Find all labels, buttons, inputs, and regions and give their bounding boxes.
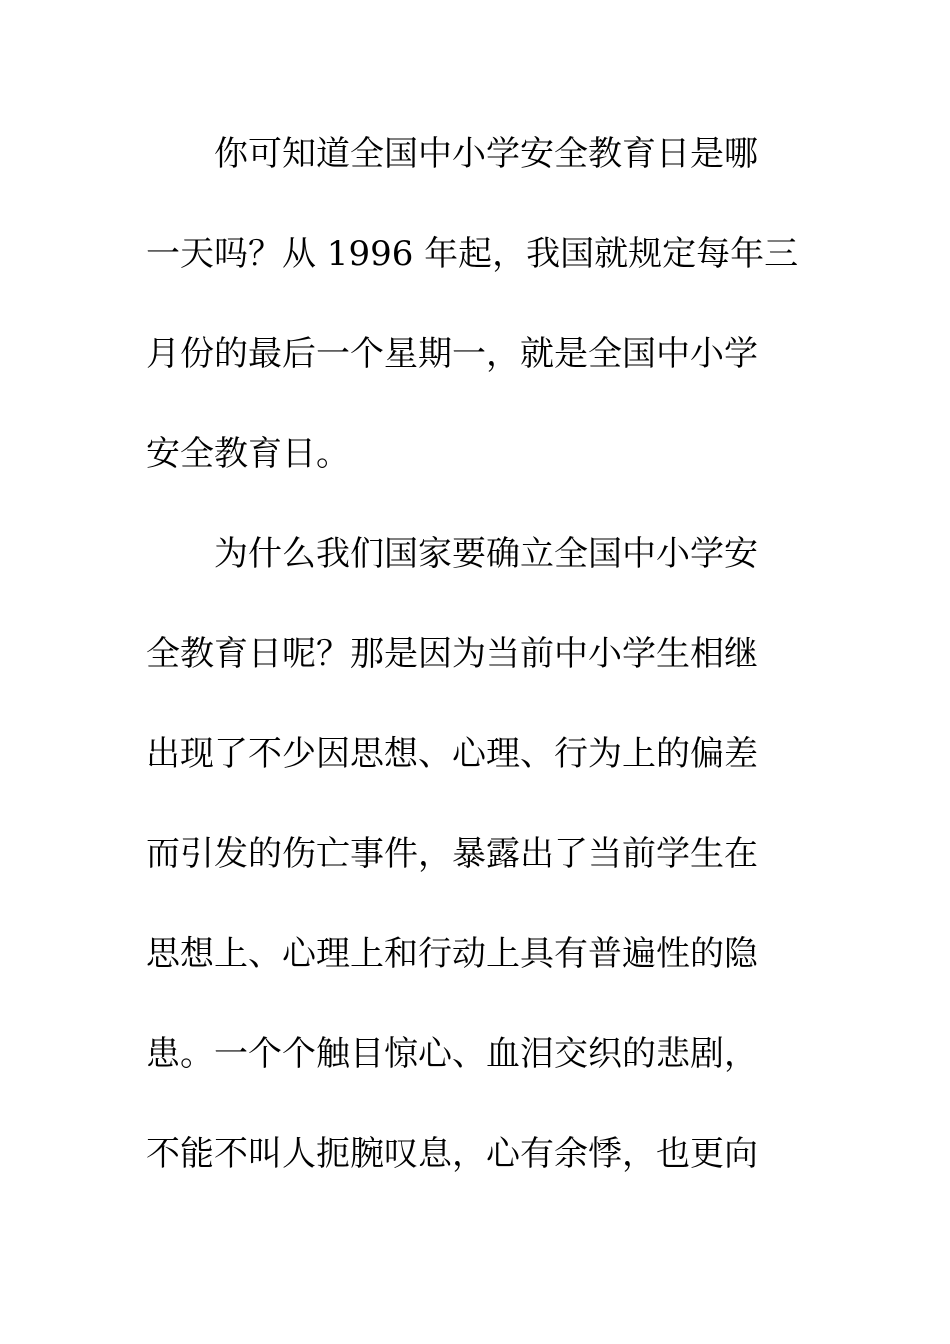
paragraph-1-line-2: 一天吗？从 1996 年起，我国就规定每年三	[146, 234, 799, 274]
paragraph-1-line-1: 你可知道全国中小学安全教育日是哪	[214, 134, 758, 174]
paragraph-2-line-6: 患。一个个触目惊心、血泪交织的悲剧，	[146, 1034, 758, 1074]
paragraph-2-line-3: 出现了不少因思想、心理、行为上的偏差	[146, 734, 758, 774]
paragraph-2-line-1: 为什么我们国家要确立全国中小学安	[214, 534, 758, 574]
paragraph-2-line-4: 而引发的伤亡事件，暴露出了当前学生在	[146, 834, 758, 874]
paragraph-1-line-3: 月份的最后一个星期一，就是全国中小学	[146, 334, 758, 374]
paragraph-1-line-4: 安全教育日。	[146, 434, 350, 474]
paragraph-2-line-7: 不能不叫人扼腕叹息，心有余悸，也更向	[146, 1134, 758, 1174]
paragraph-2-line-2: 全教育日呢？那是因为当前中小学生相继	[146, 634, 758, 674]
paragraph-2-line-5: 思想上、心理上和行动上具有普遍性的隐	[146, 934, 758, 974]
